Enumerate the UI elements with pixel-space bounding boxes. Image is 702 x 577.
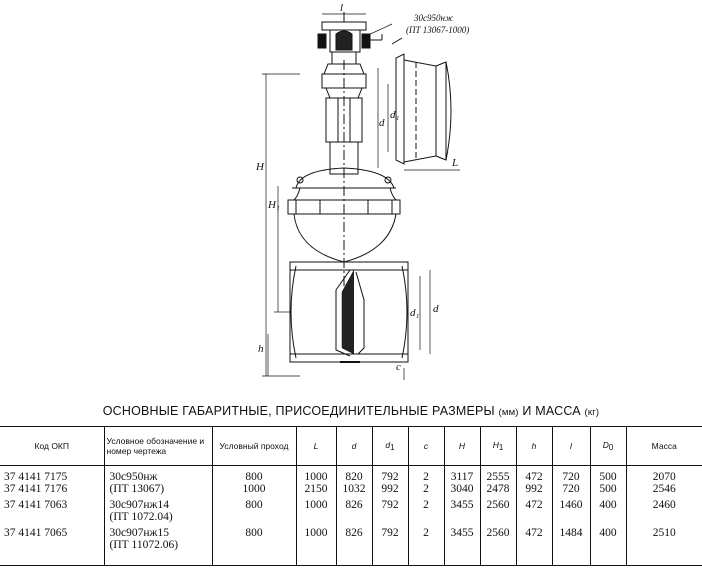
cell-line: 3455 (450, 499, 474, 511)
header-c: c (408, 427, 444, 466)
cell-line: 30с907нж14 (109, 499, 169, 511)
cell-line: 2070 (652, 471, 676, 483)
cell-mass (626, 495, 702, 523)
table-header-row (0, 427, 702, 466)
cell-line: 1000 (242, 482, 266, 495)
cell-line: 2150 (304, 482, 328, 495)
cell-line: 792 (381, 499, 399, 511)
header-l: l (552, 427, 590, 466)
cell-code (0, 495, 104, 523)
cell-l (552, 523, 590, 566)
cell-designation (104, 523, 212, 566)
cell-c (408, 466, 444, 496)
cell-line: 400 (599, 499, 617, 511)
cell-h (516, 523, 552, 566)
table-row (0, 523, 702, 566)
cell-line: 2 (423, 499, 429, 511)
label-H1: H₁ (268, 199, 280, 211)
cell-H (444, 495, 480, 523)
header-nominal-bore: Условный проход (212, 427, 296, 466)
cell-line: 3040 (450, 482, 474, 495)
label-c: c (396, 361, 401, 373)
cell-code (0, 466, 104, 496)
table-title-main: ОСНОВНЫЕ ГАБАРИТНЫЕ, ПРИСОЕДИНИТЕЛЬНЫЕ РАЗМЕРЫ (102, 404, 495, 418)
note-designation: 30с950нж (414, 13, 454, 23)
cell-line: 2478 (486, 482, 510, 495)
cell-line: 2 (423, 471, 429, 483)
cell-H (444, 466, 480, 496)
cell-line: 472 (525, 527, 543, 539)
cell-H1 (480, 523, 516, 566)
label-H: H (256, 161, 264, 173)
cell-line: 30с907нж15 (109, 527, 169, 539)
cell-line: 800 (245, 471, 263, 483)
cell-line: 826 (345, 499, 363, 511)
table-title-units: (мм) (498, 407, 519, 418)
cell-line: 500 (599, 482, 617, 495)
cell-line: 826 (345, 527, 363, 539)
cell-line: 1460 (559, 499, 583, 511)
cell-H1 (480, 466, 516, 496)
cell-L (296, 523, 336, 566)
cell-line: 3455 (450, 527, 474, 539)
header-H1: H1 (480, 427, 516, 466)
cell-designation (104, 466, 212, 496)
cell-line: 37 4141 7065 (4, 527, 68, 539)
header-D0: D0 (590, 427, 626, 466)
cell-designation (104, 495, 212, 523)
label-d1-branch: d₁ (390, 109, 400, 121)
cell-d1 (372, 523, 408, 566)
cell-d (336, 523, 372, 566)
cell-line: 2555 (486, 471, 510, 483)
cell-line: 2510 (652, 527, 676, 539)
cell-line: 800 (245, 527, 263, 539)
header-designation: Условное обозначение и номер чертежа (104, 427, 212, 466)
cell-D0 (590, 495, 626, 523)
header-mass: Масса (626, 427, 702, 466)
cell-line: 720 (562, 471, 580, 483)
cell-line: 2 (423, 482, 429, 495)
label-d-body: d (433, 303, 439, 315)
cell-line: 3117 (450, 471, 474, 483)
cell-H (444, 523, 480, 566)
cell-c (408, 523, 444, 566)
cell-dn (212, 495, 296, 523)
cell-line: 2460 (652, 499, 676, 511)
cell-h (516, 466, 552, 496)
cell-d (336, 466, 372, 496)
cell-line: 720 (562, 482, 580, 495)
label-l: l (340, 2, 344, 14)
table-row (0, 466, 702, 496)
cell-line: 800 (245, 499, 263, 511)
branch-pipe-detail (396, 54, 451, 164)
cell-line: 37 4141 7063 (4, 499, 68, 511)
table-title-mass-unit: (кг) (584, 407, 600, 418)
cell-d1 (372, 466, 408, 496)
cell-mass (626, 466, 702, 496)
cell-line: 792 (381, 527, 399, 539)
cell-D0 (590, 523, 626, 566)
label-d1-body: d₁ (410, 307, 420, 319)
header-L: L (296, 427, 336, 466)
cell-line: 1484 (559, 527, 583, 539)
cell-h (516, 495, 552, 523)
cell-line: 1032 (342, 482, 366, 495)
header-d: d (336, 427, 372, 466)
note-drawing-number: (ПТ 13067-1000) (406, 25, 470, 35)
cell-line: (ПТ 11072.06) (109, 538, 179, 551)
cell-d (336, 495, 372, 523)
cell-line: 400 (599, 527, 617, 539)
header-H: H (444, 427, 480, 466)
cell-L (296, 495, 336, 523)
cell-line: 2560 (486, 499, 510, 511)
cell-L (296, 466, 336, 496)
cell-line: 2560 (486, 527, 510, 539)
cell-line: 792 (381, 471, 399, 483)
cell-line: 500 (599, 471, 617, 483)
cell-line: 30с950нж (109, 471, 158, 483)
cell-line: 820 (345, 471, 363, 483)
dimensions-table (0, 426, 702, 566)
handwheel (318, 12, 402, 64)
cell-l (552, 495, 590, 523)
table-title-and: И МАССА (522, 404, 581, 418)
table-title (0, 404, 702, 418)
cell-line: 37 4141 7176 (4, 482, 68, 495)
cell-line: (ПТ 13067) (109, 482, 165, 495)
cell-line: (ПТ 1072.04) (109, 510, 173, 523)
cell-line: 992 (381, 482, 399, 495)
cell-line: 1000 (304, 527, 328, 539)
cell-code (0, 523, 104, 566)
cell-line: 37 4141 7175 (4, 471, 68, 483)
cell-line: 1000 (304, 471, 328, 483)
cell-dn (212, 523, 296, 566)
cell-H1 (480, 495, 516, 523)
cell-line: 2546 (652, 482, 676, 495)
label-L: L (452, 157, 459, 169)
table-row (0, 495, 702, 523)
cell-line: 2 (423, 527, 429, 539)
cell-d1 (372, 495, 408, 523)
cell-l (552, 466, 590, 496)
cell-D0 (590, 466, 626, 496)
label-h: h (258, 343, 264, 355)
cell-dn (212, 466, 296, 496)
cell-c (408, 495, 444, 523)
header-d1: d1 (372, 427, 408, 466)
cell-line: 472 (525, 499, 543, 511)
valve-body (290, 262, 408, 362)
header-h: h (516, 427, 552, 466)
cell-line: 472 (525, 471, 543, 483)
label-d-branch: d (379, 117, 385, 129)
header-code: Код ОКП (0, 427, 104, 466)
cell-line: 1000 (304, 499, 328, 511)
cell-mass (626, 523, 702, 566)
cell-line: 992 (525, 482, 543, 495)
